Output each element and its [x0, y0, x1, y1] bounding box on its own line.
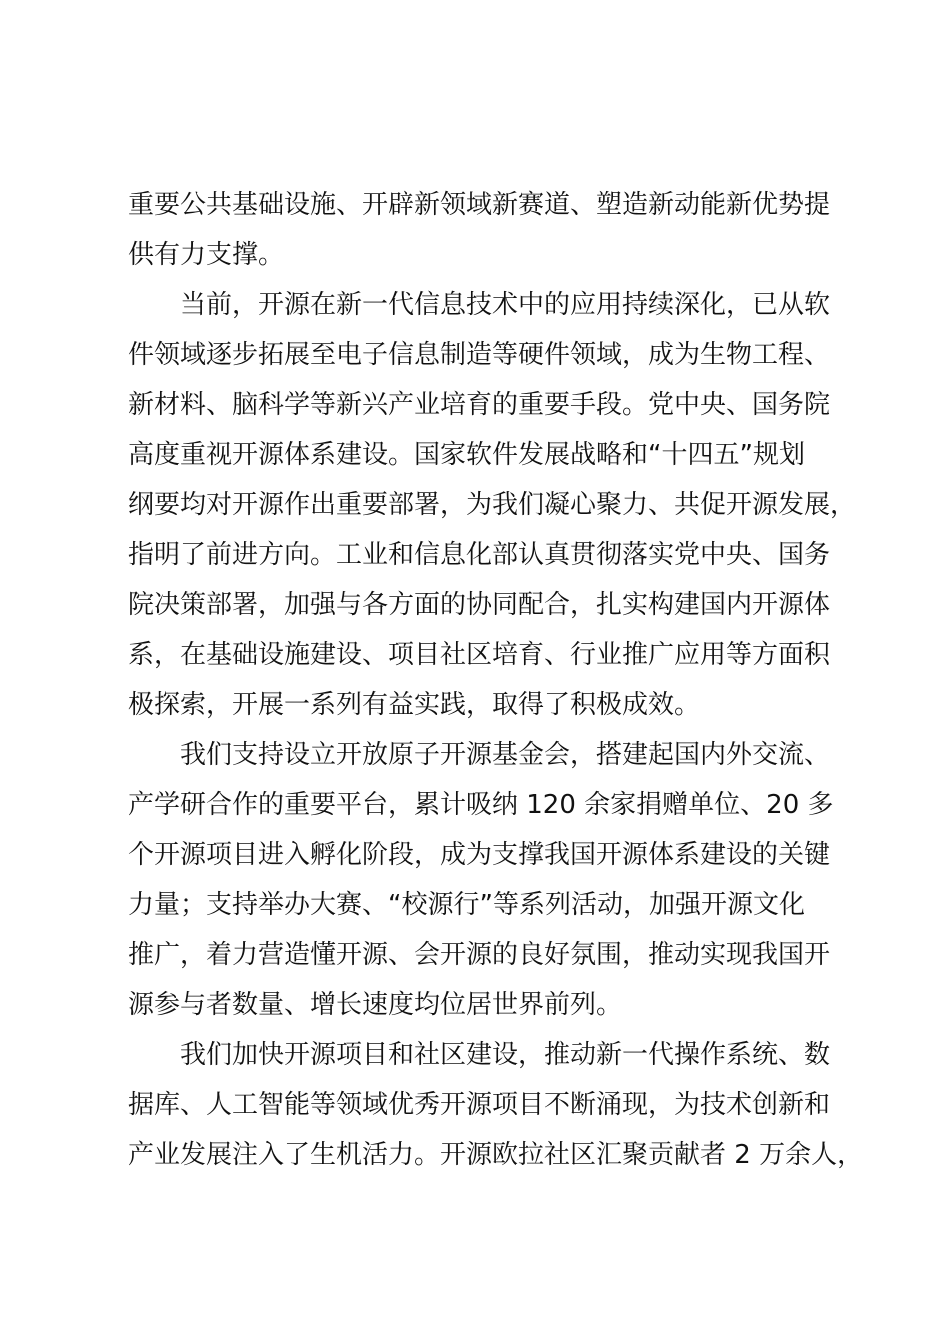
text-line: 极探索，开展一系列有益实践，取得了积极成效。	[128, 690, 701, 720]
text-line: 高度重视开源体系建设。国家软件发展战略和“十四五”规划	[128, 440, 805, 470]
text-line: 指明了前进方向。工业和信息化部认真贯彻落实党中央、国务	[128, 540, 831, 570]
text-line: 产学研合作的重要平台，累计吸纳 120 余家捐赠单位、20 多	[128, 790, 834, 820]
text-line: 产业发展注入了生机活力。开源欧拉社区汇聚贡献者 2 万余人，	[128, 1140, 864, 1170]
text-line: 据库、人工智能等领域优秀开源项目不断涌现，为技术创新和	[128, 1090, 831, 1120]
text-line: 力量；支持举办大赛、“校源行”等系列活动，加强开源文化	[128, 890, 805, 920]
text-line: 供有力支撑。	[128, 240, 285, 270]
text-line: 推广，着力营造懂开源、会开源的良好氛围，推动实现我国开	[128, 940, 831, 970]
text-line: 我们加快开源项目和社区建设，推动新一代操作系统、数	[180, 1040, 831, 1070]
text-line: 重要公共基础设施、开辟新领域新赛道、塑造新动能新优势提	[128, 190, 831, 220]
text-line: 系，在基础设施建设、项目社区培育、行业推广应用等方面积	[128, 640, 831, 670]
text-line: 源参与者数量、增长速度均位居世界前列。	[128, 990, 623, 1020]
text-line: 个开源项目进入孵化阶段，成为支撑我国开源体系建设的关键	[128, 840, 831, 870]
text-line: 纲要均对开源作出重要部署，为我们凝心聚力、共促开源发展，	[128, 490, 857, 520]
paragraph-2	[128, 280, 857, 730]
paragraph-1	[128, 180, 831, 280]
paragraph-4	[128, 1030, 864, 1180]
text-line: 院决策部署，加强与各方面的协同配合，扎实构建国内开源体	[128, 590, 831, 620]
text-line: 件领域逐步拓展至电子信息制造等硬件领域，成为生物工程、	[128, 340, 831, 370]
paragraph-3	[128, 730, 834, 1030]
text-line: 我们支持设立开放原子开源基金会，搭建起国内外交流、	[180, 740, 831, 770]
text-line: 当前，开源在新一代信息技术中的应用持续深化，已从软	[180, 290, 831, 320]
body-text	[128, 180, 864, 1180]
text-line: 新材料、脑科学等新兴产业培育的重要手段。党中央、国务院	[128, 390, 831, 420]
